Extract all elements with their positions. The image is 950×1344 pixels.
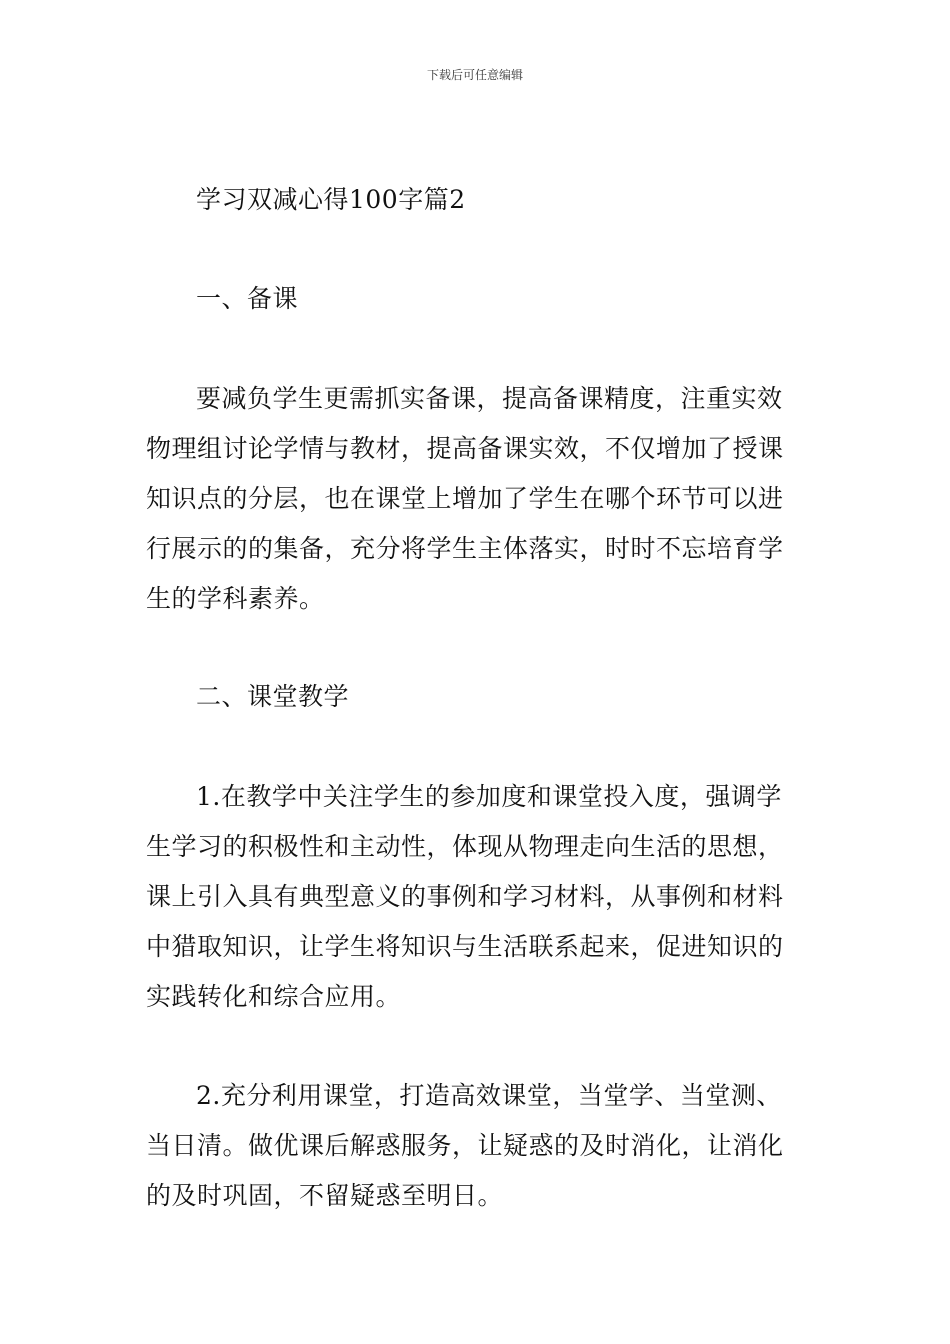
paragraph-line: 行展示的的集备，充分将学生主体落实，时时不忘培育学 bbox=[146, 534, 784, 563]
paragraph-line: 要减负学生更需抓实备课，提高备课精度，注重实效 bbox=[196, 384, 783, 413]
paragraph-line: 物理组讨论学情与教材，提高备课实效，不仅增加了授课 bbox=[146, 434, 784, 463]
paragraph-line: 2.充分利用课堂，打造高效课堂，当堂学、当堂测、 bbox=[196, 1081, 782, 1110]
paragraph-line: 生学习的积极性和主动性，体现从物理走向生活的思想， bbox=[146, 832, 784, 861]
paragraph-line: 知识点的分层，也在课堂上增加了学生在哪个环节可以进 bbox=[146, 484, 784, 513]
paragraph-line: 的及时巩固，不留疑惑至明日。 bbox=[146, 1181, 504, 1210]
section-heading: 一、备课 bbox=[196, 284, 299, 313]
paragraph-line: 课上引入具有典型意义的事例和学习材料，从事例和材料 bbox=[146, 882, 784, 911]
document-title: 学习双减心得100字篇2 bbox=[196, 185, 466, 214]
section-heading: 二、课堂教学 bbox=[196, 682, 350, 711]
header-note: 下载后可任意编辑 bbox=[426, 68, 523, 82]
paragraph-line: 实践转化和综合应用。 bbox=[146, 982, 402, 1011]
paragraph-line: 当日清。做优课后解惑服务，让疑惑的及时消化，让消化 bbox=[146, 1131, 784, 1160]
paragraph-line: 中猎取知识，让学生将知识与生活联系起来，促进知识的 bbox=[146, 932, 784, 961]
paragraph-line: 1.在教学中关注学生的参加度和课堂投入度，强调学 bbox=[196, 782, 782, 811]
paragraph-line: 生的学科素养。 bbox=[146, 584, 325, 613]
